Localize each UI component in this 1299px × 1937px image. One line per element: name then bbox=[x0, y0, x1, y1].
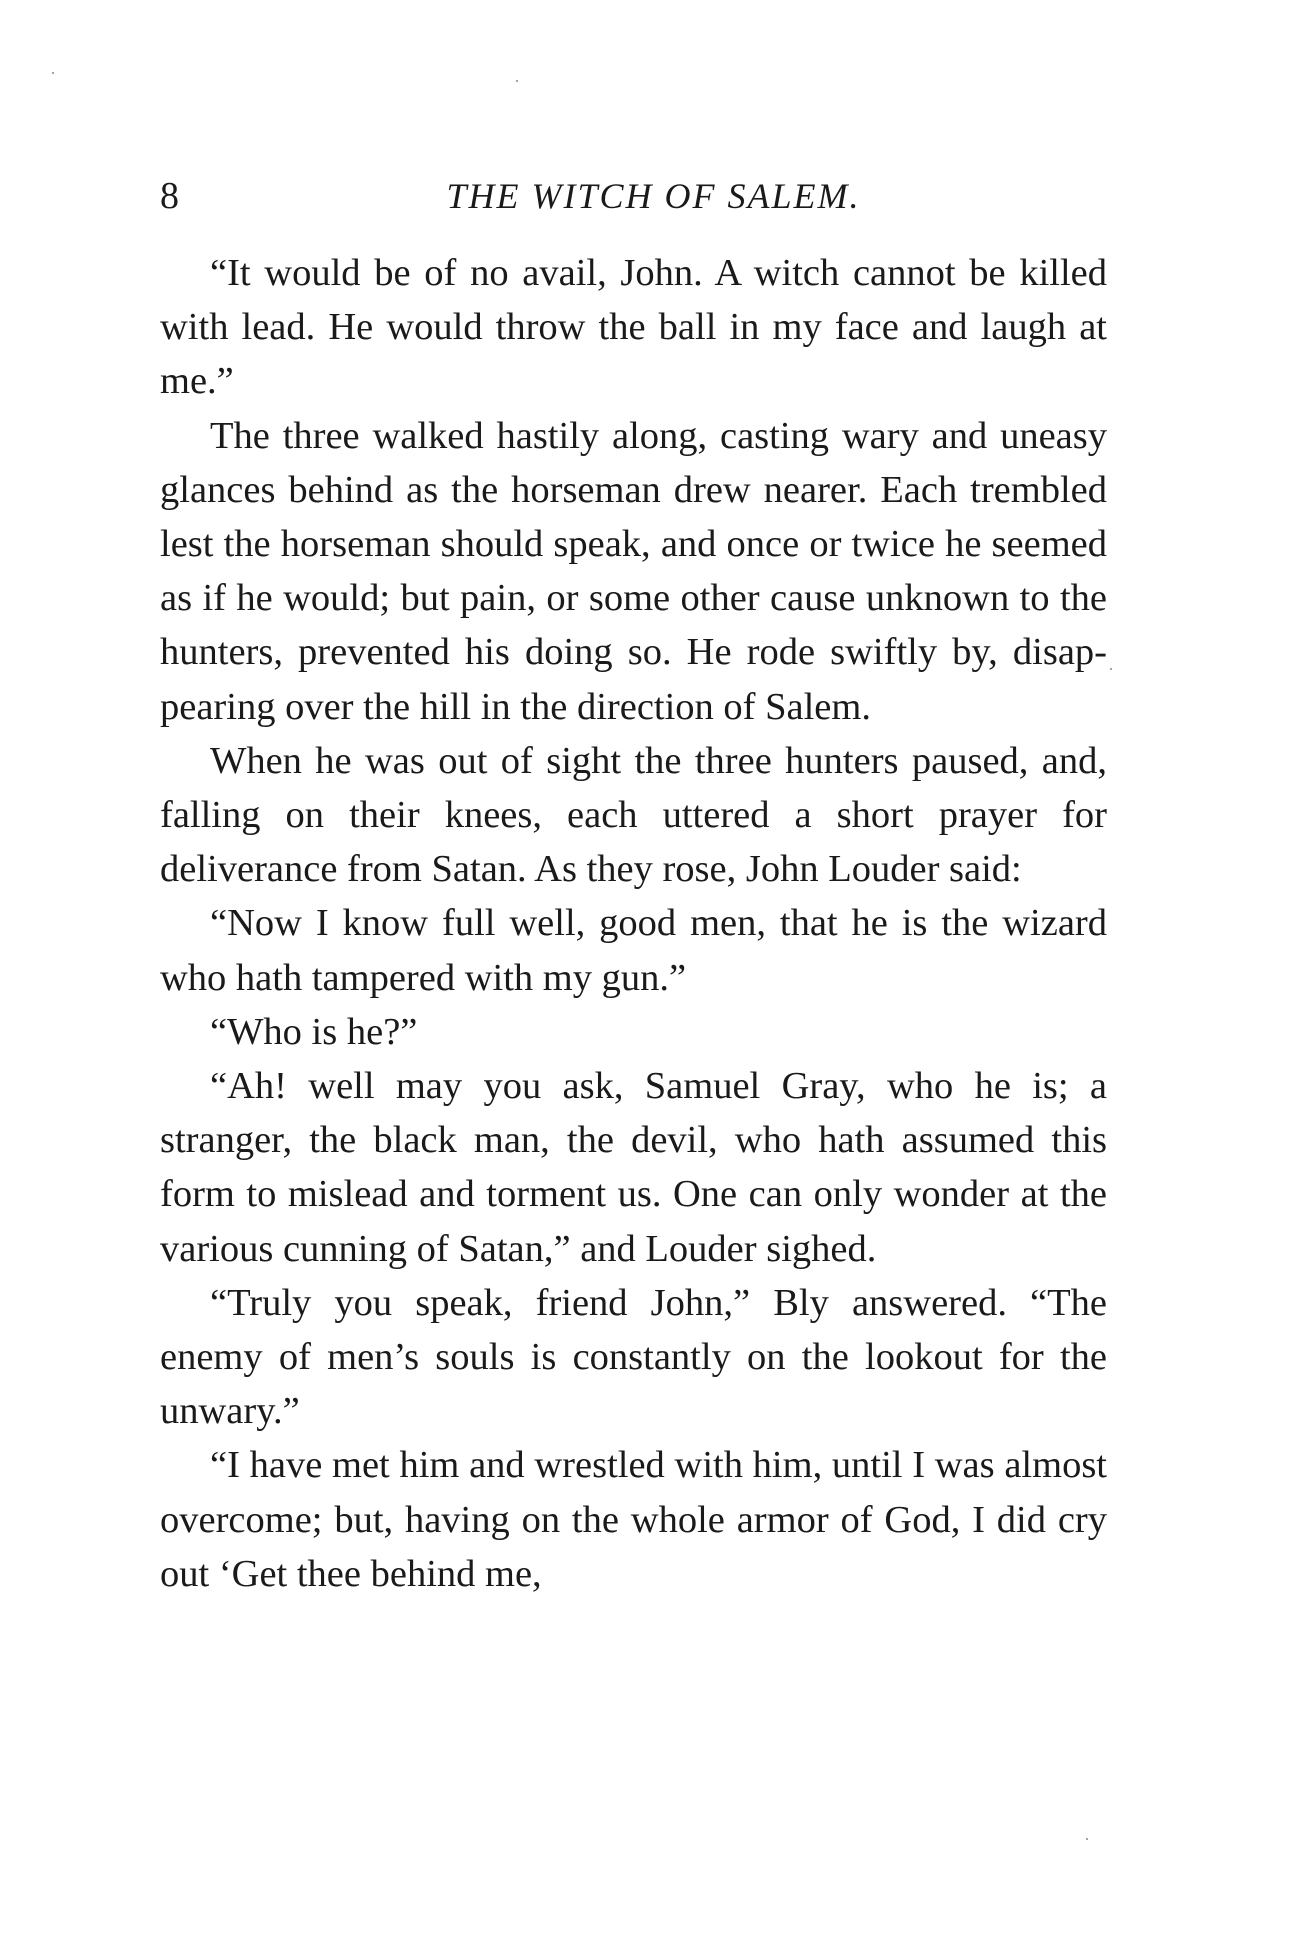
paragraph: “Truly you speak, friend John,” Bly answered. “The enemy of men’s souls is constantly on the lookout for the unwary.” bbox=[160, 1281, 1107, 1433]
paragraph: “I have met him and wrestled with him, until I was almost overcome; but, having on the whole armor of God, I did cry out ‘Get thee behind me, bbox=[160, 1444, 1107, 1595]
paragraph: The three walked hastily along, casting wary and uneasy glances behind as the horseman drew nearer. Each trembled lest the horseman should speak, and once or twice he seemed as if he would; but pain, or some other cause unknown to the hunters, prevented his doing so. He rode swiftly by, disappearing over the hill in the direction of Salem. bbox=[160, 414, 1107, 728]
paragraph: “Ah! well may you ask, Samuel Gray, who he is; a stranger, the black man, the devil, who hath assumed this form to mislead and torment us. One can only wonder at the various cunning of Satan,” and Louder sighed. bbox=[160, 1065, 1107, 1270]
paragraph: “It would be of no avail, John. A witch cannot be killed with lead. He would throw the ball in my face and laugh at me.” bbox=[160, 252, 1107, 403]
paper-speck bbox=[516, 80, 518, 82]
paper-speck bbox=[1110, 668, 1112, 670]
paragraph: When he was out of sight the three hunters paused, and, falling on their knees, each uttered a short prayer for deliverance from Satan. As they rose, John Louder said: bbox=[160, 739, 1107, 891]
paragraph: “Who is he?” bbox=[210, 1010, 418, 1053]
body-text bbox=[160, 246, 1107, 1601]
paper-speck bbox=[1086, 1838, 1088, 1840]
page-number: 8 bbox=[160, 175, 179, 217]
paper-speck bbox=[52, 72, 54, 74]
running-title: THE WITCH OF SALEM. bbox=[446, 176, 861, 216]
page-header bbox=[160, 172, 1107, 220]
paragraph: “Now I know full well, good men, that he is the wizard who hath tampered with my gun.” bbox=[160, 902, 1107, 999]
